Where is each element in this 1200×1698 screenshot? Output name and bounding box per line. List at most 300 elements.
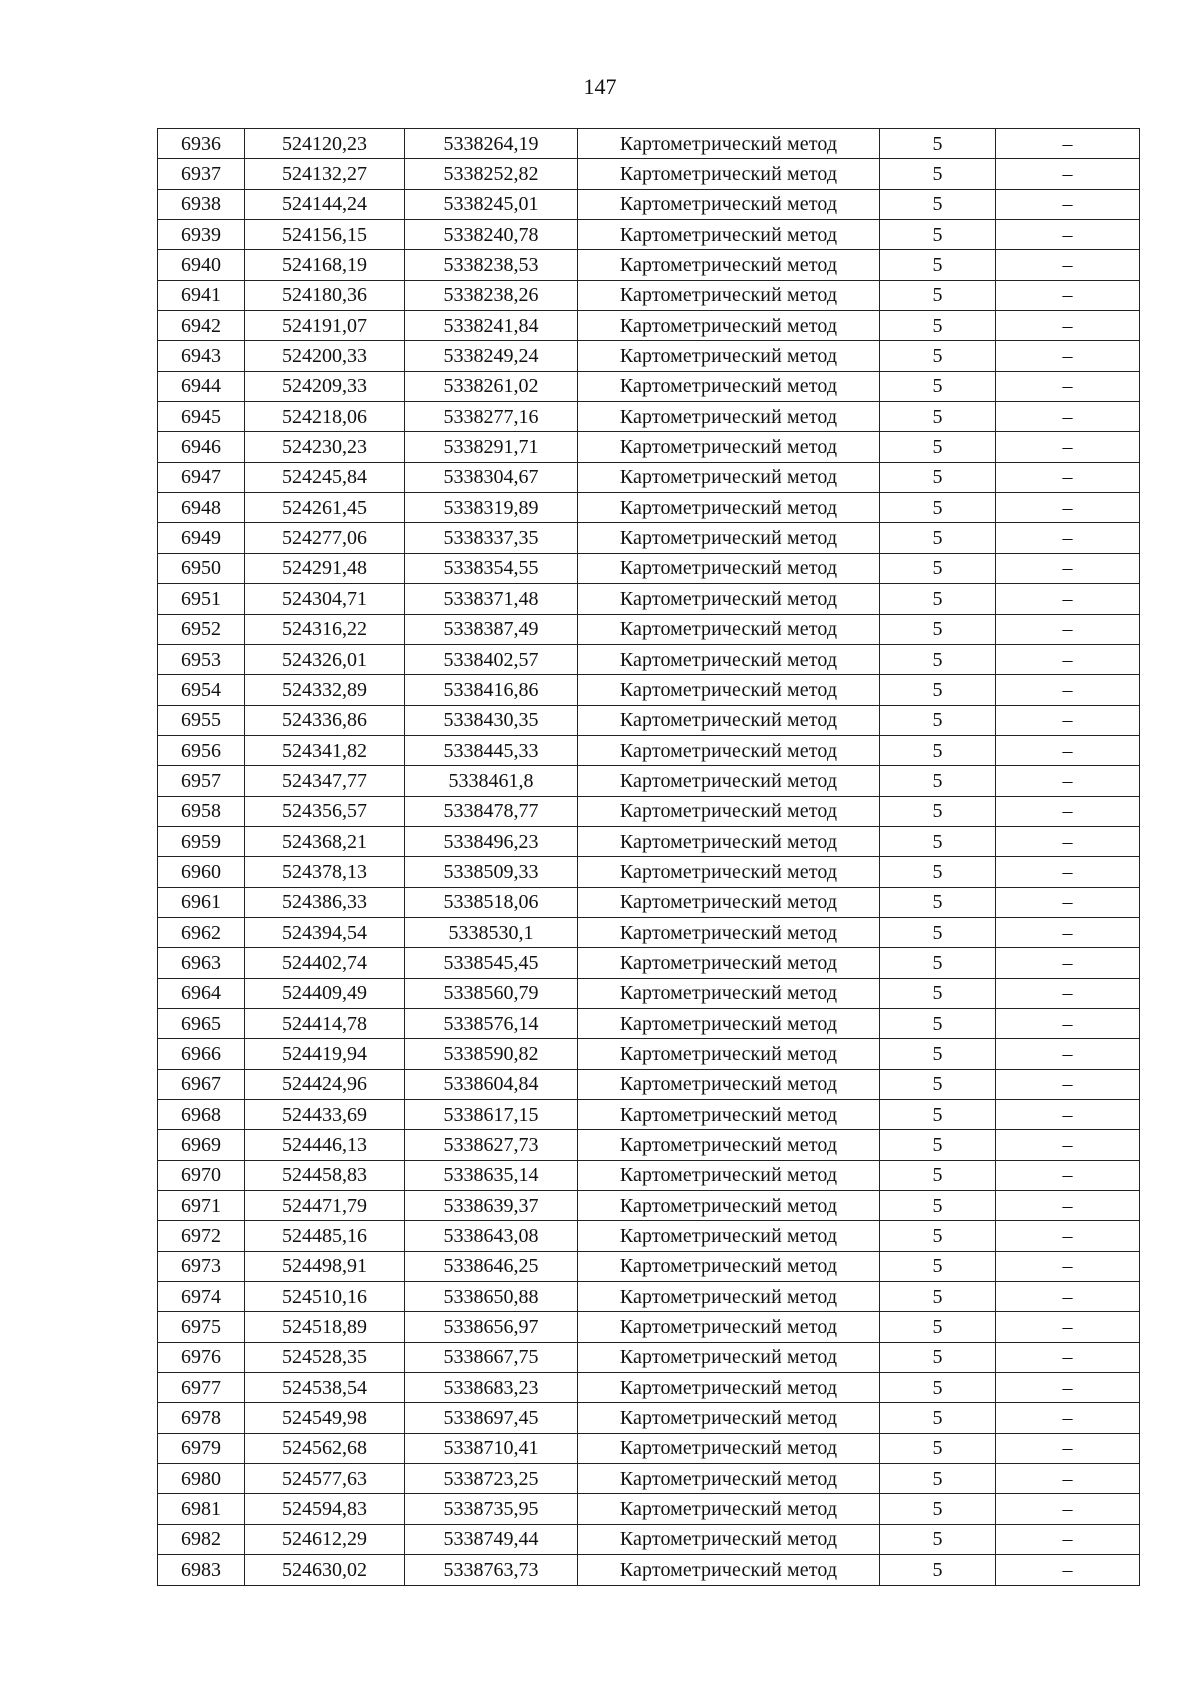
accuracy-cell: 5 [880, 1342, 996, 1372]
x-coordinate-cell: 524419,94 [245, 1039, 405, 1069]
y-coordinate-cell: 5338749,44 [405, 1524, 578, 1554]
y-coordinate-cell: 5338238,53 [405, 250, 578, 280]
y-coordinate-cell: 5338354,55 [405, 553, 578, 583]
method-cell: Картометрический метод [578, 1039, 880, 1069]
method-cell: Картометрический метод [578, 1342, 880, 1372]
point-number-cell: 6936 [158, 129, 245, 159]
point-number-cell: 6937 [158, 159, 245, 189]
point-number-cell: 6974 [158, 1282, 245, 1312]
x-coordinate-cell: 524485,16 [245, 1221, 405, 1251]
accuracy-cell: 5 [880, 1555, 996, 1585]
point-number-cell: 6963 [158, 948, 245, 978]
accuracy-cell: 5 [880, 1069, 996, 1099]
accuracy-cell: 5 [880, 159, 996, 189]
point-number-cell: 6950 [158, 553, 245, 583]
accuracy-cell: 5 [880, 462, 996, 492]
table-row [158, 917, 1140, 947]
method-cell: Картометрический метод [578, 1008, 880, 1038]
point-number-cell: 6947 [158, 462, 245, 492]
accuracy-cell: 5 [880, 705, 996, 735]
point-number-cell: 6981 [158, 1494, 245, 1524]
description-cell: – [996, 1403, 1140, 1433]
description-cell: – [996, 311, 1140, 341]
x-coordinate-cell: 524120,23 [245, 129, 405, 159]
x-coordinate-cell: 524577,63 [245, 1464, 405, 1494]
point-number-cell: 6983 [158, 1555, 245, 1585]
table-row [158, 129, 1140, 159]
y-coordinate-cell: 5338371,48 [405, 584, 578, 614]
y-coordinate-cell: 5338560,79 [405, 978, 578, 1008]
y-coordinate-cell: 5338667,75 [405, 1342, 578, 1372]
point-number-cell: 6955 [158, 705, 245, 735]
method-cell: Картометрический метод [578, 614, 880, 644]
y-coordinate-cell: 5338478,77 [405, 796, 578, 826]
point-number-cell: 6960 [158, 857, 245, 887]
description-cell: – [996, 584, 1140, 614]
y-coordinate-cell: 5338639,37 [405, 1191, 578, 1221]
method-cell: Картометрический метод [578, 1100, 880, 1130]
y-coordinate-cell: 5338683,23 [405, 1373, 578, 1403]
point-number-cell: 6965 [158, 1008, 245, 1038]
method-cell: Картометрический метод [578, 371, 880, 401]
accuracy-cell: 5 [880, 766, 996, 796]
point-number-cell: 6975 [158, 1312, 245, 1342]
description-cell: – [996, 1342, 1140, 1372]
accuracy-cell: 5 [880, 189, 996, 219]
method-cell: Картометрический метод [578, 493, 880, 523]
point-number-cell: 6958 [158, 796, 245, 826]
x-coordinate-cell: 524528,35 [245, 1342, 405, 1372]
point-number-cell: 6973 [158, 1251, 245, 1281]
y-coordinate-cell: 5338304,67 [405, 462, 578, 492]
accuracy-cell: 5 [880, 311, 996, 341]
y-coordinate-cell: 5338496,23 [405, 826, 578, 856]
table-row [158, 311, 1140, 341]
description-cell: – [996, 1251, 1140, 1281]
accuracy-cell: 5 [880, 644, 996, 674]
accuracy-cell: 5 [880, 887, 996, 917]
description-cell: – [996, 1130, 1140, 1160]
y-coordinate-cell: 5338238,26 [405, 280, 578, 310]
point-number-cell: 6978 [158, 1403, 245, 1433]
y-coordinate-cell: 5338337,35 [405, 523, 578, 553]
table-row [158, 189, 1140, 219]
table-row [158, 826, 1140, 856]
point-number-cell: 6979 [158, 1433, 245, 1463]
accuracy-cell: 5 [880, 1008, 996, 1038]
method-cell: Картометрический метод [578, 796, 880, 826]
point-number-cell: 6939 [158, 220, 245, 250]
method-cell: Картометрический метод [578, 857, 880, 887]
method-cell: Картометрический метод [578, 1373, 880, 1403]
x-coordinate-cell: 524518,89 [245, 1312, 405, 1342]
y-coordinate-cell: 5338723,25 [405, 1464, 578, 1494]
x-coordinate-cell: 524156,15 [245, 220, 405, 250]
description-cell: – [996, 1373, 1140, 1403]
x-coordinate-cell: 524261,45 [245, 493, 405, 523]
table-row [158, 978, 1140, 1008]
table-row [158, 1524, 1140, 1554]
y-coordinate-cell: 5338643,08 [405, 1221, 578, 1251]
description-cell: – [996, 1312, 1140, 1342]
method-cell: Картометрический метод [578, 1130, 880, 1160]
x-coordinate-cell: 524612,29 [245, 1524, 405, 1554]
point-number-cell: 6957 [158, 766, 245, 796]
method-cell: Картометрический метод [578, 341, 880, 371]
method-cell: Картометрический метод [578, 1403, 880, 1433]
point-number-cell: 6956 [158, 735, 245, 765]
description-cell: – [996, 402, 1140, 432]
x-coordinate-cell: 524630,02 [245, 1555, 405, 1585]
x-coordinate-cell: 524368,21 [245, 826, 405, 856]
point-number-cell: 6980 [158, 1464, 245, 1494]
description-cell: – [996, 675, 1140, 705]
table-row [158, 1464, 1140, 1494]
table-row [158, 1130, 1140, 1160]
y-coordinate-cell: 5338291,71 [405, 432, 578, 462]
description-cell: – [996, 493, 1140, 523]
description-cell: – [996, 1069, 1140, 1099]
table-row [158, 1039, 1140, 1069]
table-row [158, 1191, 1140, 1221]
description-cell: – [996, 705, 1140, 735]
table-row [158, 1221, 1140, 1251]
method-cell: Картометрический метод [578, 280, 880, 310]
table-row [158, 948, 1140, 978]
table-row [158, 1494, 1140, 1524]
point-number-cell: 6949 [158, 523, 245, 553]
table-row [158, 250, 1140, 280]
point-number-cell: 6959 [158, 826, 245, 856]
table-row [158, 280, 1140, 310]
accuracy-cell: 5 [880, 948, 996, 978]
description-cell: – [996, 857, 1140, 887]
method-cell: Картометрический метод [578, 1555, 880, 1585]
table-row [158, 523, 1140, 553]
description-cell: – [996, 1494, 1140, 1524]
point-number-cell: 6970 [158, 1160, 245, 1190]
x-coordinate-cell: 524458,83 [245, 1160, 405, 1190]
method-cell: Картометрический метод [578, 948, 880, 978]
point-number-cell: 6961 [158, 887, 245, 917]
accuracy-cell: 5 [880, 1130, 996, 1160]
description-cell: – [996, 129, 1140, 159]
x-coordinate-cell: 524132,27 [245, 159, 405, 189]
accuracy-cell: 5 [880, 796, 996, 826]
y-coordinate-cell: 5338617,15 [405, 1100, 578, 1130]
point-number-cell: 6952 [158, 614, 245, 644]
accuracy-cell: 5 [880, 978, 996, 1008]
table-row [158, 553, 1140, 583]
x-coordinate-cell: 524277,06 [245, 523, 405, 553]
x-coordinate-cell: 524180,36 [245, 280, 405, 310]
description-cell: – [996, 796, 1140, 826]
accuracy-cell: 5 [880, 250, 996, 280]
description-cell: – [996, 887, 1140, 917]
method-cell: Картометрический метод [578, 1433, 880, 1463]
description-cell: – [996, 948, 1140, 978]
method-cell: Картометрический метод [578, 129, 880, 159]
description-cell: – [996, 1464, 1140, 1494]
y-coordinate-cell: 5338604,84 [405, 1069, 578, 1099]
x-coordinate-cell: 524347,77 [245, 766, 405, 796]
x-coordinate-cell: 524332,89 [245, 675, 405, 705]
point-number-cell: 6969 [158, 1130, 245, 1160]
y-coordinate-cell: 5338627,73 [405, 1130, 578, 1160]
y-coordinate-cell: 5338461,8 [405, 766, 578, 796]
description-cell: – [996, 1191, 1140, 1221]
y-coordinate-cell: 5338509,33 [405, 857, 578, 887]
method-cell: Картометрический метод [578, 1069, 880, 1099]
point-number-cell: 6967 [158, 1069, 245, 1099]
coordinates-table-body [158, 129, 1140, 1586]
description-cell: – [996, 1524, 1140, 1554]
description-cell: – [996, 1433, 1140, 1463]
point-number-cell: 6971 [158, 1191, 245, 1221]
x-coordinate-cell: 524304,71 [245, 584, 405, 614]
y-coordinate-cell: 5338402,57 [405, 644, 578, 674]
point-number-cell: 6945 [158, 402, 245, 432]
description-cell: – [996, 1555, 1140, 1585]
x-coordinate-cell: 524594,83 [245, 1494, 405, 1524]
table-row [158, 159, 1140, 189]
x-coordinate-cell: 524144,24 [245, 189, 405, 219]
table-row [158, 1373, 1140, 1403]
method-cell: Картометрический метод [578, 1464, 880, 1494]
x-coordinate-cell: 524562,68 [245, 1433, 405, 1463]
y-coordinate-cell: 5338277,16 [405, 402, 578, 432]
y-coordinate-cell: 5338646,25 [405, 1251, 578, 1281]
table-row [158, 1069, 1140, 1099]
y-coordinate-cell: 5338387,49 [405, 614, 578, 644]
method-cell: Картометрический метод [578, 917, 880, 947]
accuracy-cell: 5 [880, 523, 996, 553]
description-cell: – [996, 553, 1140, 583]
method-cell: Картометрический метод [578, 978, 880, 1008]
table-row [158, 220, 1140, 250]
description-cell: – [996, 917, 1140, 947]
y-coordinate-cell: 5338249,24 [405, 341, 578, 371]
y-coordinate-cell: 5338656,97 [405, 1312, 578, 1342]
x-coordinate-cell: 524471,79 [245, 1191, 405, 1221]
description-cell: – [996, 735, 1140, 765]
accuracy-cell: 5 [880, 1191, 996, 1221]
method-cell: Картометрический метод [578, 523, 880, 553]
description-cell: – [996, 250, 1140, 280]
x-coordinate-cell: 524386,33 [245, 887, 405, 917]
y-coordinate-cell: 5338545,45 [405, 948, 578, 978]
table-row [158, 857, 1140, 887]
method-cell: Картометрический метод [578, 1524, 880, 1554]
method-cell: Картометрический метод [578, 675, 880, 705]
x-coordinate-cell: 524498,91 [245, 1251, 405, 1281]
x-coordinate-cell: 524316,22 [245, 614, 405, 644]
y-coordinate-cell: 5338240,78 [405, 220, 578, 250]
method-cell: Картометрический метод [578, 826, 880, 856]
y-coordinate-cell: 5338445,33 [405, 735, 578, 765]
point-number-cell: 6941 [158, 280, 245, 310]
description-cell: – [996, 1221, 1140, 1251]
point-number-cell: 6946 [158, 432, 245, 462]
table-row [158, 766, 1140, 796]
x-coordinate-cell: 524356,57 [245, 796, 405, 826]
table-row [158, 887, 1140, 917]
accuracy-cell: 5 [880, 1403, 996, 1433]
point-number-cell: 6940 [158, 250, 245, 280]
accuracy-cell: 5 [880, 493, 996, 523]
point-number-cell: 6944 [158, 371, 245, 401]
method-cell: Картометрический метод [578, 1191, 880, 1221]
table-row [158, 1555, 1140, 1585]
table-row [158, 462, 1140, 492]
table-row [158, 493, 1140, 523]
accuracy-cell: 5 [880, 402, 996, 432]
point-number-cell: 6962 [158, 917, 245, 947]
accuracy-cell: 5 [880, 917, 996, 947]
method-cell: Картометрический метод [578, 1312, 880, 1342]
accuracy-cell: 5 [880, 1251, 996, 1281]
y-coordinate-cell: 5338735,95 [405, 1494, 578, 1524]
description-cell: – [996, 978, 1140, 1008]
description-cell: – [996, 371, 1140, 401]
description-cell: – [996, 614, 1140, 644]
table-row [158, 1403, 1140, 1433]
y-coordinate-cell: 5338763,73 [405, 1555, 578, 1585]
description-cell: – [996, 523, 1140, 553]
description-cell: – [996, 1160, 1140, 1190]
x-coordinate-cell: 524433,69 [245, 1100, 405, 1130]
description-cell: – [996, 220, 1140, 250]
y-coordinate-cell: 5338416,86 [405, 675, 578, 705]
method-cell: Картометрический метод [578, 705, 880, 735]
point-number-cell: 6977 [158, 1373, 245, 1403]
table-row [158, 675, 1140, 705]
table-row [158, 644, 1140, 674]
coordinates-table [157, 128, 1140, 1586]
accuracy-cell: 5 [880, 129, 996, 159]
x-coordinate-cell: 524446,13 [245, 1130, 405, 1160]
y-coordinate-cell: 5338252,82 [405, 159, 578, 189]
y-coordinate-cell: 5338518,06 [405, 887, 578, 917]
x-coordinate-cell: 524209,33 [245, 371, 405, 401]
table-row [158, 705, 1140, 735]
accuracy-cell: 5 [880, 857, 996, 887]
accuracy-cell: 5 [880, 826, 996, 856]
y-coordinate-cell: 5338430,35 [405, 705, 578, 735]
method-cell: Картометрический метод [578, 220, 880, 250]
point-number-cell: 6938 [158, 189, 245, 219]
description-cell: – [996, 432, 1140, 462]
table-row [158, 1282, 1140, 1312]
page-number: 147 [583, 74, 617, 99]
point-number-cell: 6953 [158, 644, 245, 674]
method-cell: Картометрический метод [578, 887, 880, 917]
accuracy-cell: 5 [880, 1494, 996, 1524]
table-row [158, 1312, 1140, 1342]
accuracy-cell: 5 [880, 1464, 996, 1494]
accuracy-cell: 5 [880, 1160, 996, 1190]
point-number-cell: 6976 [158, 1342, 245, 1372]
accuracy-cell: 5 [880, 675, 996, 705]
method-cell: Картометрический метод [578, 766, 880, 796]
accuracy-cell: 5 [880, 553, 996, 583]
x-coordinate-cell: 524341,82 [245, 735, 405, 765]
x-coordinate-cell: 524402,74 [245, 948, 405, 978]
table-row [158, 1251, 1140, 1281]
y-coordinate-cell: 5338530,1 [405, 917, 578, 947]
accuracy-cell: 5 [880, 432, 996, 462]
accuracy-cell: 5 [880, 584, 996, 614]
x-coordinate-cell: 524168,19 [245, 250, 405, 280]
accuracy-cell: 5 [880, 1100, 996, 1130]
y-coordinate-cell: 5338261,02 [405, 371, 578, 401]
table-row [158, 402, 1140, 432]
y-coordinate-cell: 5338319,89 [405, 493, 578, 523]
point-number-cell: 6968 [158, 1100, 245, 1130]
point-number-cell: 6966 [158, 1039, 245, 1069]
point-number-cell: 6951 [158, 584, 245, 614]
table-row [158, 735, 1140, 765]
method-cell: Картометрический метод [578, 735, 880, 765]
method-cell: Картометрический метод [578, 584, 880, 614]
method-cell: Картометрический метод [578, 1282, 880, 1312]
method-cell: Картометрический метод [578, 1160, 880, 1190]
method-cell: Картометрический метод [578, 1494, 880, 1524]
table-row [158, 1100, 1140, 1130]
x-coordinate-cell: 524200,33 [245, 341, 405, 371]
table-row [158, 584, 1140, 614]
x-coordinate-cell: 524326,01 [245, 644, 405, 674]
y-coordinate-cell: 5338697,45 [405, 1403, 578, 1433]
y-coordinate-cell: 5338576,14 [405, 1008, 578, 1038]
method-cell: Картометрический метод [578, 1221, 880, 1251]
accuracy-cell: 5 [880, 1524, 996, 1554]
point-number-cell: 6948 [158, 493, 245, 523]
description-cell: – [996, 766, 1140, 796]
x-coordinate-cell: 524230,23 [245, 432, 405, 462]
accuracy-cell: 5 [880, 1221, 996, 1251]
method-cell: Картометрический метод [578, 644, 880, 674]
description-cell: – [996, 189, 1140, 219]
description-cell: – [996, 1039, 1140, 1069]
y-coordinate-cell: 5338635,14 [405, 1160, 578, 1190]
method-cell: Картометрический метод [578, 159, 880, 189]
description-cell: – [996, 826, 1140, 856]
table-row [158, 796, 1140, 826]
table-row [158, 614, 1140, 644]
table-row [158, 341, 1140, 371]
accuracy-cell: 5 [880, 735, 996, 765]
accuracy-cell: 5 [880, 1433, 996, 1463]
point-number-cell: 6972 [158, 1221, 245, 1251]
accuracy-cell: 5 [880, 1373, 996, 1403]
x-coordinate-cell: 524245,84 [245, 462, 405, 492]
table-row [158, 1008, 1140, 1038]
point-number-cell: 6942 [158, 311, 245, 341]
x-coordinate-cell: 524549,98 [245, 1403, 405, 1433]
y-coordinate-cell: 5338264,19 [405, 129, 578, 159]
description-cell: – [996, 1282, 1140, 1312]
method-cell: Картометрический метод [578, 1251, 880, 1281]
point-number-cell: 6954 [158, 675, 245, 705]
table-row [158, 1160, 1140, 1190]
x-coordinate-cell: 524336,86 [245, 705, 405, 735]
point-number-cell: 6943 [158, 341, 245, 371]
accuracy-cell: 5 [880, 220, 996, 250]
method-cell: Картометрический метод [578, 462, 880, 492]
accuracy-cell: 5 [880, 1039, 996, 1069]
description-cell: – [996, 1100, 1140, 1130]
